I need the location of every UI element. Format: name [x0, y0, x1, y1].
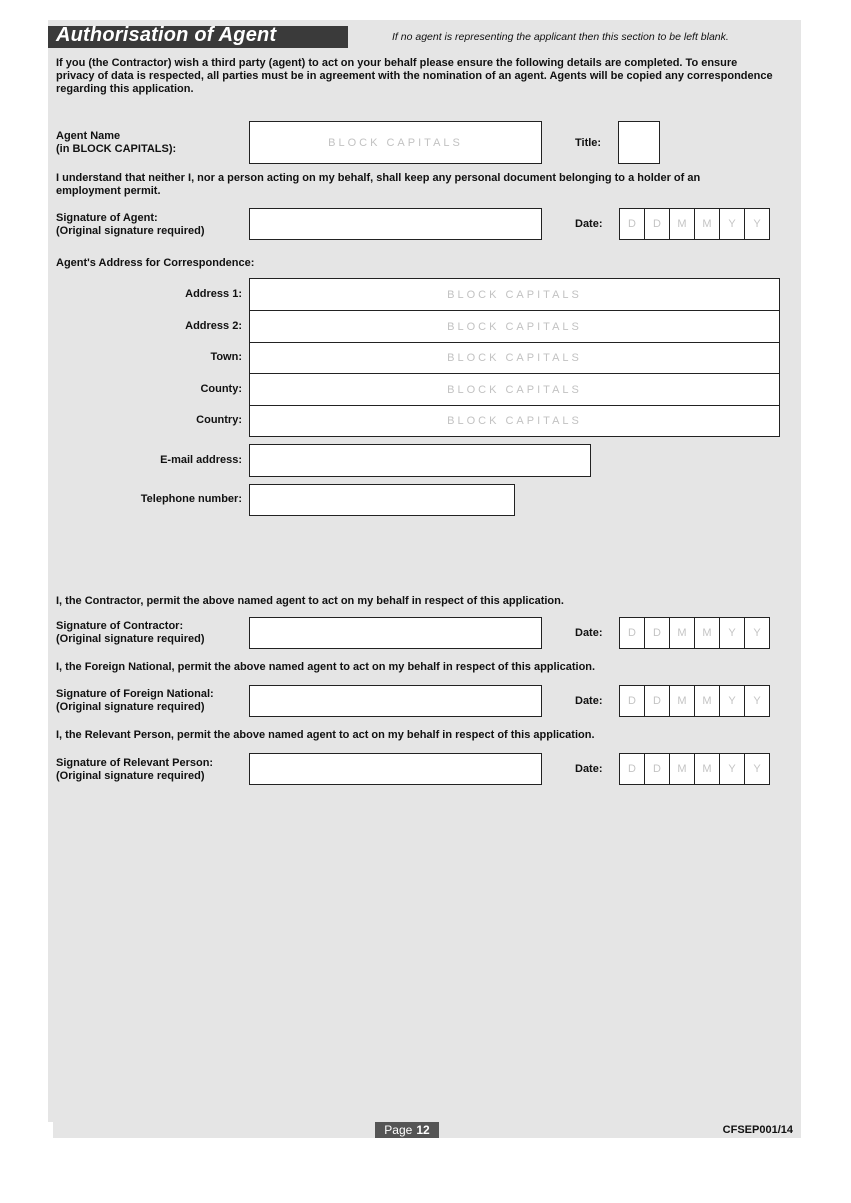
date-cell-month[interactable]: M [694, 685, 720, 717]
date-cell-day[interactable]: D [619, 208, 645, 240]
country-placeholder: BLOCK CAPITALS [447, 415, 582, 427]
contractor-signature-sublabel: (Original signature required) [56, 633, 205, 645]
date-cell-day[interactable]: D [619, 617, 645, 649]
agent-signature-field[interactable] [249, 208, 542, 240]
address-heading: Agent's Address for Correspondence: [56, 257, 255, 269]
date-cell-month[interactable]: M [669, 753, 695, 785]
page-number: 12 [416, 1123, 430, 1137]
relevant-person-signature-label: Signature of Relevant Person: [56, 757, 214, 769]
country-field[interactable] [249, 405, 780, 437]
date-cell-day[interactable]: D [644, 208, 670, 240]
relevant-person-signature-sublabel: (Original signature required) [56, 770, 205, 782]
foreign-national-date-field[interactable] [619, 685, 769, 717]
page-label: Page [384, 1123, 413, 1137]
date-cell-day[interactable]: D [644, 617, 670, 649]
date-cell-year[interactable]: Y [744, 685, 770, 717]
foreign-national-date-label: Date: [575, 695, 603, 707]
relevant-person-signature-field[interactable] [249, 753, 542, 785]
document-reference: CFSEP001/14 [722, 1124, 793, 1136]
country-label: Country: [196, 414, 242, 426]
date-cell-year[interactable]: Y [719, 208, 745, 240]
date-cell-month[interactable]: M [669, 617, 695, 649]
address-1-field[interactable] [249, 278, 780, 311]
date-cell-year[interactable]: Y [744, 617, 770, 649]
email-label: E-mail address: [160, 454, 242, 466]
contractor-date-label: Date: [575, 627, 603, 639]
county-field[interactable] [249, 373, 780, 406]
agent-date-field[interactable] [619, 208, 769, 240]
section-note: If no agent is representing the applicant then this section to be left blank. [392, 31, 729, 43]
agent-name-field[interactable] [249, 121, 542, 164]
agent-name-sublabel: (in BLOCK CAPITALS): [56, 143, 177, 155]
address-2-field[interactable] [249, 310, 780, 343]
contractor-signature-label: Signature of Contractor: [56, 620, 184, 632]
date-cell-year[interactable]: Y [744, 753, 770, 785]
address-2-label: Address 2: [185, 320, 242, 332]
date-cell-month[interactable]: M [694, 208, 720, 240]
county-placeholder: BLOCK CAPITALS [447, 383, 582, 396]
contractor-signature-field[interactable] [249, 617, 542, 649]
date-cell-day[interactable]: D [644, 685, 670, 717]
foreign-national-signature-sublabel: (Original signature required) [56, 701, 205, 713]
contractor-permission-text: I, the Contractor, permit the above named agent to act on my behalf in respect of this application. [56, 595, 564, 607]
agent-signature-sublabel: (Original signature required) [56, 225, 205, 237]
undertaking-text-line1: I understand that neither I, nor a person acting on my behalf, shall keep any personal document belonging to a holder of an [56, 172, 701, 184]
date-cell-month[interactable]: M [694, 617, 720, 649]
agent-title-label: Title: [575, 137, 602, 149]
date-cell-month[interactable]: M [694, 753, 720, 785]
foreign-national-signature-label: Signature of Foreign National: [56, 688, 214, 700]
date-cell-year[interactable]: Y [719, 617, 745, 649]
address-1-label: Address 1: [185, 288, 242, 300]
town-label: Town: [210, 351, 242, 363]
date-cell-year[interactable]: Y [719, 685, 745, 717]
agent-name-placeholder: BLOCK CAPITALS [328, 136, 463, 149]
date-cell-day[interactable]: D [619, 685, 645, 717]
date-cell-month[interactable]: M [669, 208, 695, 240]
address-1-placeholder: BLOCK CAPITALS [447, 288, 582, 301]
date-cell-day[interactable]: D [644, 753, 670, 785]
telephone-field[interactable] [249, 484, 515, 516]
agent-signature-label: Signature of Agent: [56, 212, 158, 224]
relevant-person-permission-text: I, the Relevant Person, permit the above named agent to act on my behalf in respect of this application. [56, 729, 595, 741]
agent-name-label: Agent Name [56, 130, 121, 142]
foreign-national-permission-text: I, the Foreign National, permit the above named agent to act on my behalf in respect of this application. [56, 661, 596, 673]
town-field[interactable] [249, 342, 780, 374]
date-cell-year[interactable]: Y [719, 753, 745, 785]
date-cell-month[interactable]: M [669, 685, 695, 717]
county-label: County: [200, 383, 242, 395]
email-field[interactable] [249, 444, 591, 477]
foreign-national-signature-field[interactable] [249, 685, 542, 717]
telephone-label: Telephone number: [140, 493, 242, 505]
town-placeholder: BLOCK CAPITALS [447, 352, 582, 364]
undertaking-text-line2: employment permit. [56, 185, 161, 197]
address-2-placeholder: BLOCK CAPITALS [447, 320, 582, 333]
relevant-person-date-label: Date: [575, 763, 603, 775]
intro-paragraph: If you (the Contractor) wish a third party (agent) to act on your behalf please ensure the following details are completed. To ensure privacy of data is respected, all parties must be in agreement with the nomination of an agent. Agents will be copied any correspondence regarding this application. [56, 57, 773, 95]
date-cell-year[interactable]: Y [744, 208, 770, 240]
agent-title-field[interactable] [618, 121, 660, 164]
page-number-badge [375, 1122, 439, 1138]
form-panel [48, 20, 801, 1122]
date-cell-day[interactable]: D [619, 753, 645, 785]
agent-date-label: Date: [575, 218, 603, 230]
section-title: Authorisation of Agent [56, 24, 277, 46]
relevant-person-date-field[interactable] [619, 753, 769, 785]
contractor-date-field[interactable] [619, 617, 769, 649]
